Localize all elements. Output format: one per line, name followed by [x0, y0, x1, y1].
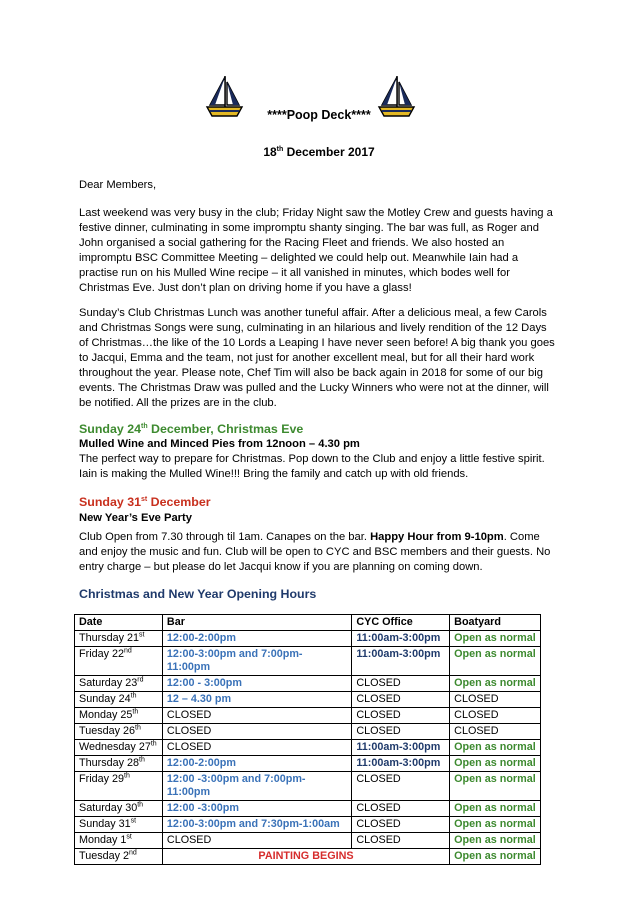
date-text: Thursday 28: [79, 757, 140, 769]
date-text: Sunday 31: [79, 818, 131, 830]
newsletter-date: [0, 145, 638, 160]
bar-hours-cell: CLOSED: [162, 724, 351, 740]
date-suffix: nd: [129, 849, 137, 857]
date-cell: [75, 647, 163, 676]
bar-hours-cell: 12:00-3:00pm and 7:30pm-1:00am: [162, 817, 351, 833]
column-header: Bar: [162, 615, 351, 631]
boatyard-cell: CLOSED: [450, 708, 541, 724]
table-row: [75, 772, 541, 801]
boatyard-cell: CLOSED: [450, 724, 541, 740]
date-text: Saturday 23: [79, 677, 138, 689]
opening-hours-table: [74, 614, 541, 865]
section-christmas-eve: [79, 421, 559, 482]
date-text: Saturday 30: [79, 802, 138, 814]
date-cell: [75, 631, 163, 647]
table-row: [75, 801, 541, 817]
office-hours-cell: 11:00am-3:00pm: [352, 631, 450, 647]
boatyard-cell: Open as normal: [450, 756, 541, 772]
date-text: Friday 29: [79, 773, 125, 785]
heading-text: December, Christmas Eve: [147, 422, 304, 436]
date-cell: [75, 756, 163, 772]
paragraph-christmas-lunch: Sunday’s Club Christmas Lunch was another tuneful affair. After a delicious meal, a few Carols and Christmas Songs were sung, culminating in an hilarious and lively rendition of the 12 Days of Christmas…the like of the 10 Lords a Leaping I have never seen before! A big thank you goes to Jacqui, Emma and the team, not just for another excellent meal, but for all their hard work throughout the year. Please note, Chef Tim will also be back again in 2018 for some of our big events. The Christmas Draw was pulled and the Lucky Winners who were not at the dinner, will be notified. All the prizes are in the club.: [79, 307, 555, 409]
bar-hours-cell: 12:00-3:00pm and 7:00pm- 11:00pm: [162, 647, 351, 676]
opening-hours-title: Christmas and New Year Opening Hours: [79, 587, 317, 601]
heading-text: December: [147, 495, 211, 509]
date-suffix: th: [130, 692, 137, 700]
date-cell: [75, 817, 163, 833]
table-row: [75, 849, 541, 865]
happy-hour-text: Happy Hour from 9-10pm: [370, 531, 504, 543]
office-hours-cell: CLOSED: [352, 817, 450, 833]
bar-hours-cell: CLOSED: [162, 833, 351, 849]
boatyard-cell: Open as normal: [450, 676, 541, 692]
table-row: [75, 676, 541, 692]
office-hours-cell: CLOSED: [352, 708, 450, 724]
bar-hours-cell: 12:00-2:00pm: [162, 756, 351, 772]
table-row: [75, 740, 541, 756]
heading-sup: th: [140, 422, 148, 430]
section-subheading: New Year’s Eve Party: [79, 512, 192, 524]
bar-hours-cell: CLOSED: [162, 740, 351, 756]
date-cell: [75, 833, 163, 849]
heading-sup: st: [140, 495, 148, 503]
table-row: [75, 833, 541, 849]
date-suffix: th: [150, 740, 157, 748]
table-row: [75, 708, 541, 724]
sailboat-icon: [376, 74, 416, 120]
boatyard-cell: Open as normal: [450, 801, 541, 817]
date-text: Friday 22: [79, 648, 125, 660]
bar-hours-cell: 12 – 4.30 pm: [162, 692, 351, 708]
text-span: . Come and enjoy the music and fun. Club will be open to CYC and BSC members and their guests. No entry charge – but please do let Jacqui know if you are planning on coming down.: [79, 531, 551, 573]
heading-text: Sunday 31: [79, 495, 141, 509]
office-hours-cell: CLOSED: [352, 724, 450, 740]
bar-hours-cell: 12:00 - 3:00pm: [162, 676, 351, 692]
boatyard-cell: Open as normal: [450, 647, 541, 676]
date-cell: [75, 740, 163, 756]
painting-begins-cell: PAINTING BEGINS: [162, 849, 449, 865]
section-heading: [79, 421, 559, 437]
date-cell: [75, 801, 163, 817]
date-cell: [75, 772, 163, 801]
date-cell: [75, 724, 163, 740]
date-suffix: rd: [137, 676, 144, 684]
office-hours-cell: 11:00am-3:00pm: [352, 756, 450, 772]
column-header: Boatyard: [450, 615, 541, 631]
boatyard-cell: Open as normal: [450, 740, 541, 756]
table-header-row: [75, 615, 541, 631]
date-text: Monday 25: [79, 709, 133, 721]
table-body: [75, 631, 541, 865]
date-suffix: th: [124, 772, 130, 780]
text-span: Club Open from 7.30 through til 1am. Canapes on the bar.: [79, 531, 371, 543]
section-heading: [79, 494, 559, 510]
date-text: Tuesday 26: [79, 725, 136, 737]
boatyard-cell: Open as normal: [450, 817, 541, 833]
greeting: Dear Members,: [79, 179, 157, 191]
table-row: [75, 692, 541, 708]
table-row: [75, 647, 541, 676]
paragraph-club-weekend: Last weekend was very busy in the club; Friday Night saw the Motley Crew and guests having a festive dinner, culminating in some impromptu shanty singing. The bar was full, as Roger and John organised a social gathering for the Racing Fleet and friends. We also hosted an impromptu BSC Committee Meeting – delighted we could help out. Meanwhile Iain had a practise run on his Mulled Wine recipe – it all vanished in minutes, which bodes well for Christmas Eve. Just don’t plan on driving home if you have a glass!: [79, 207, 553, 294]
bar-hours-cell: 12:00 -3:00pm and 7:00pm-11:00pm: [162, 772, 351, 801]
column-header: Date: [75, 615, 163, 631]
date-suffix: st: [126, 833, 132, 841]
section-text: [79, 530, 559, 575]
boatyard-cell: Open as normal: [450, 833, 541, 849]
date-text: Thursday 21: [79, 632, 140, 644]
date-suffix: th: [135, 724, 141, 732]
date-cell: [75, 692, 163, 708]
section-text: Iain is making the Mulled Wine!!! Bring the family and catch up with old friends.: [79, 468, 469, 480]
date-suffix: st: [139, 631, 145, 639]
date-day: 18: [263, 145, 277, 159]
heading-text: Sunday 24: [79, 422, 141, 436]
office-hours-cell: 11:00am-3:00pm: [352, 647, 450, 676]
table-row: [75, 817, 541, 833]
bar-hours-cell: CLOSED: [162, 708, 351, 724]
bar-hours-cell: 12:00-2:00pm: [162, 631, 351, 647]
office-hours-cell: 11:00am-3:00pm: [352, 740, 450, 756]
bar-hours-cell: 12:00 -3:00pm: [162, 801, 351, 817]
date-cell: [75, 708, 163, 724]
date-suffix: th: [276, 146, 284, 153]
office-hours-cell: CLOSED: [352, 833, 450, 849]
boatyard-cell: CLOSED: [450, 692, 541, 708]
date-suffix: th: [139, 756, 145, 764]
section-text: The perfect way to prepare for Christmas. Pop down to the Club and enjoy a little festive spirit.: [79, 453, 545, 465]
date-cell: [75, 676, 163, 692]
date-text: Wednesday 27: [79, 741, 151, 753]
table-row: [75, 631, 541, 647]
date-month-year: December 2017: [283, 145, 375, 159]
date-suffix: th: [132, 708, 139, 716]
section-new-years-eve: [79, 494, 559, 575]
newsletter-title: ****Poop Deck****: [267, 108, 371, 122]
office-hours-cell: CLOSED: [352, 801, 450, 817]
section-subheading: Mulled Wine and Minced Pies from 12noon – 4.30 pm: [79, 438, 360, 450]
office-hours-cell: CLOSED: [352, 676, 450, 692]
date-suffix: nd: [124, 647, 132, 655]
office-hours-cell: CLOSED: [352, 772, 450, 801]
boatyard-cell: Open as normal: [450, 849, 541, 865]
table-row: [75, 724, 541, 740]
office-hours-cell: CLOSED: [352, 692, 450, 708]
date-text: Tuesday 2: [79, 850, 130, 862]
boatyard-cell: Open as normal: [450, 772, 541, 801]
newsletter-header: [0, 74, 638, 134]
boatyard-cell: Open as normal: [450, 631, 541, 647]
date-text: Monday 1: [79, 834, 127, 846]
column-header: CYC Office: [352, 615, 450, 631]
date-cell: [75, 849, 163, 865]
date-suffix: st: [130, 817, 137, 825]
date-text: Sunday 24: [79, 693, 131, 705]
date-suffix: th: [137, 801, 144, 809]
table-row: [75, 756, 541, 772]
